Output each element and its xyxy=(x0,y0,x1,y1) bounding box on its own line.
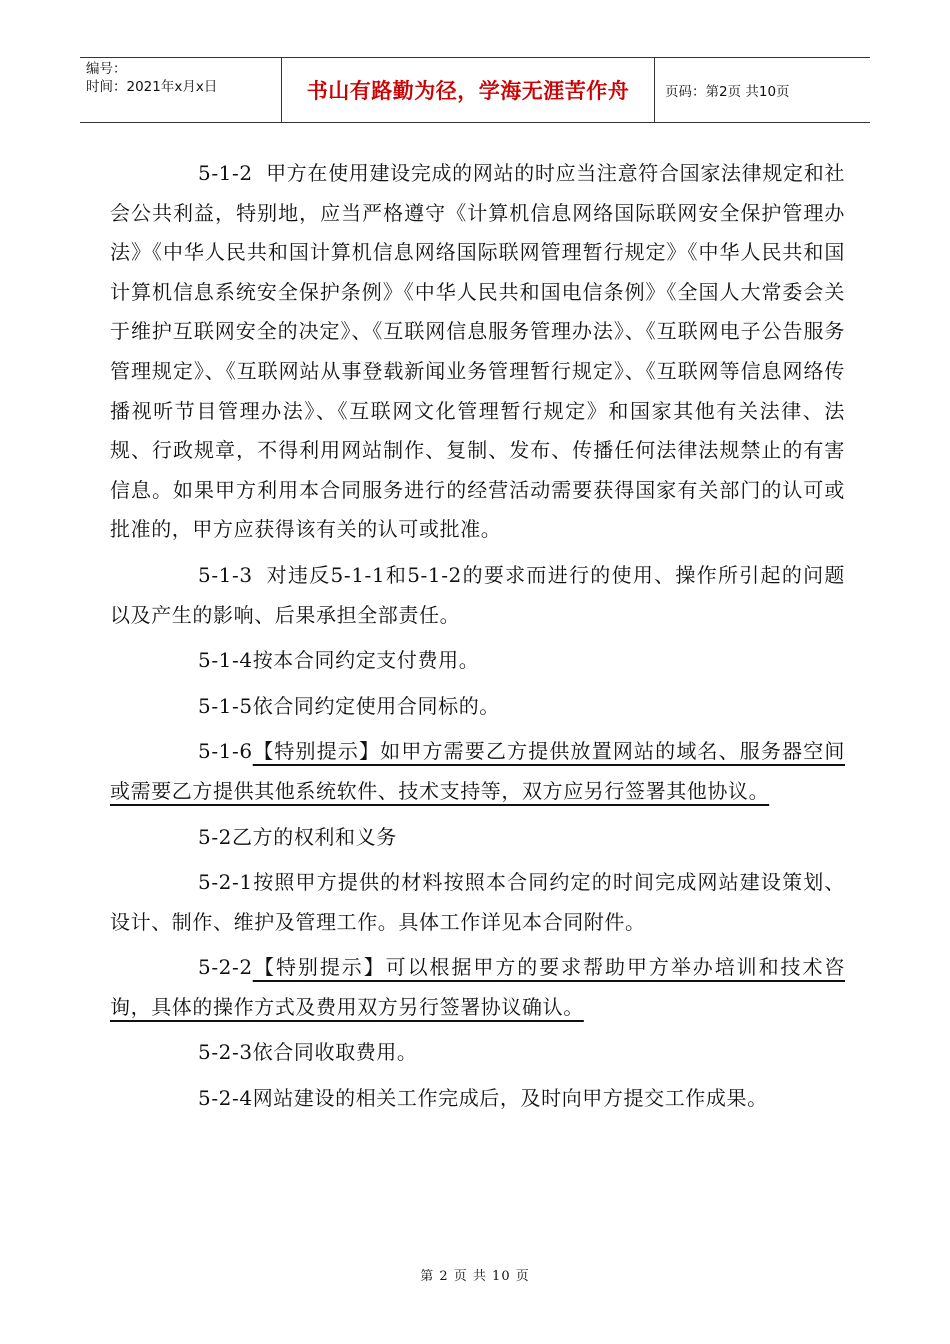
clause-text: 按照甲方提供的材料按照本合同约定的时间完成网站建设策划、设计、制作、维护及管理工作。具体工作详见本合同附件。 xyxy=(110,870,845,934)
clause-5-1-6 xyxy=(110,732,845,811)
clause-5-1-4 xyxy=(110,641,845,681)
clause-text: 甲方在使用建设完成的网站的时应当注意符合国家法律规定和社会公共利益，特别地，应当严格遵守《计算机信息网络国际联网安全保护管理办法》《中华人民共和国计算机信息网络国际联网管理暂行规定》《中华人民共和国计算机信息系统安全保护条例》《中华人民共和国电信条例》《全国人大常委会关于维护互联网安全的决定》、《互联网信息服务管理办法》、《互联网电子公告服务管理规定》、《互联网站从事登载新闻业务管理暂行规定》、《互联网等信息网络传播视听节目管理办法》、《互联网文化管理暂行规定》和国家其他有关法律、法规、行政规章，不得利用网站制作、复制、发布、传播任何法律法规禁止的有害信息。如果甲方利用本合同服务进行的经营活动需要获得国家有关部门的认可或批准的，甲方应获得该有关的认可或批准。 xyxy=(110,161,845,542)
section-5-2 xyxy=(110,818,845,858)
clause-5-1-3 xyxy=(110,556,845,635)
clause-5-1-5 xyxy=(110,687,845,727)
clause-5-2-3 xyxy=(110,1033,845,1073)
clause-number: 5-1-3 xyxy=(198,562,253,587)
document-number-label: 编号： xyxy=(86,61,127,77)
clause-number: 5-2 xyxy=(198,824,233,849)
clause-5-2-2 xyxy=(110,948,845,1027)
document-date-label: 时间：2021年x月x日 xyxy=(86,79,218,95)
clause-number: 5-1-5 xyxy=(198,693,253,718)
page-header xyxy=(80,57,870,123)
clause-5-1-2 xyxy=(110,154,845,550)
header-meta xyxy=(80,58,281,122)
clause-number: 5-2-1 xyxy=(198,870,253,895)
page-footer: 第 2 页 共 10 页 xyxy=(420,1269,530,1284)
clause-text: 依合同收取费用。 xyxy=(252,1040,418,1065)
clause-text: 按本合同约定支付费用。 xyxy=(252,648,480,673)
clause-text: 乙方的权利和义务 xyxy=(232,824,397,849)
document-body xyxy=(110,154,845,1119)
header-page-code: 页码：第2页 共10页 xyxy=(665,84,790,100)
clause-number: 5-2-3 xyxy=(198,1040,253,1065)
clause-number: 5-2-4 xyxy=(198,1086,253,1111)
clause-number: 5-1-4 xyxy=(198,648,253,673)
clause-text: 【特别提示】可以根据甲方的要求帮助甲方举办培训和技术咨询，具体的操作方式及费用双方另行签署协议确认。 xyxy=(110,955,845,1019)
clause-text: 网站建设的相关工作完成后，及时向甲方提交工作成果。 xyxy=(252,1086,768,1111)
clause-number: 5-1-2 xyxy=(198,161,253,185)
clause-number: 5-1-6 xyxy=(198,739,253,764)
clause-number: 5-2-2 xyxy=(198,955,253,980)
clause-text: 依合同约定使用合同标的。 xyxy=(252,693,500,718)
header-motto: 书山有路勤为径，学海无涯苦作舟 xyxy=(281,58,655,122)
clause-text: 对违反5-1-1和5-1-2的要求而进行的使用、操作所引起的问题以及产生的影响、后果承担全部责任。 xyxy=(110,562,845,627)
clause-5-2-4 xyxy=(110,1079,845,1119)
clause-text: 【特别提示】如甲方需要乙方提供放置网站的域名、服务器空间或需要乙方提供其他系统软件、技术支持等，双方应另行签署其他协议。 xyxy=(110,739,845,803)
clause-5-2-1 xyxy=(110,863,845,942)
